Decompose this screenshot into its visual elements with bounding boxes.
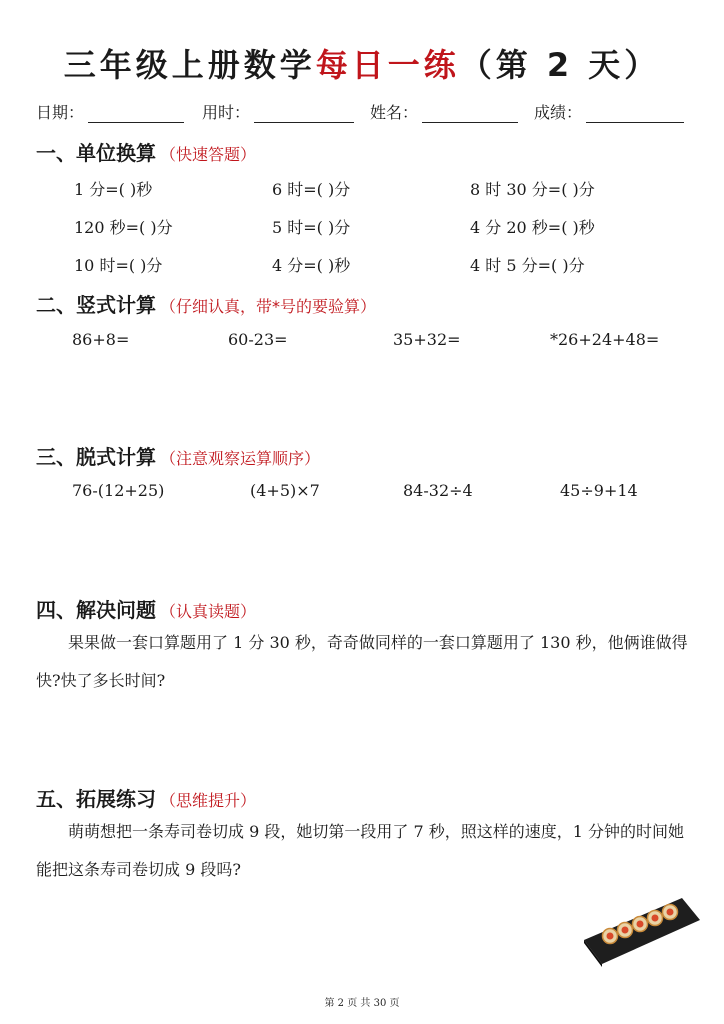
section5-hint: （思维提升）	[160, 791, 257, 810]
conversion-item: 10 时=( )分	[74, 256, 163, 275]
name-field[interactable]	[370, 100, 518, 123]
section3-hint: （注意观察运算顺序）	[160, 449, 321, 468]
name-line	[422, 104, 518, 123]
vertical-calc-item: 60-23=	[228, 330, 288, 349]
problem-text: 果果做一套口算题用了 1 分 30 秒，奇奇做同样的一套口算题用了 130 秒，他俩谁做得快?快了多长时间?	[36, 633, 688, 690]
conversion-item: 6 时=( )分	[272, 180, 351, 199]
section3-title: 三、脱式计算	[36, 445, 156, 469]
score-label: 成绩：	[534, 103, 583, 122]
conversion-item: 4 分 20 秒=( )秒	[470, 218, 595, 237]
title-highlight: 每日一练	[315, 46, 460, 84]
vertical-calc-item: 86+8=	[72, 330, 130, 349]
section5-heading	[36, 783, 256, 812]
conversion-item: 120 秒=( )分	[74, 218, 173, 237]
vertical-calc-item: 35+32=	[393, 330, 461, 349]
stepwise-calc-item: 76-(12+25)	[72, 481, 165, 500]
name-label: 姓名：	[370, 103, 419, 122]
title-day: （第 2 天）	[459, 46, 661, 84]
info-row	[36, 100, 696, 126]
sushi-illustration	[582, 890, 702, 970]
stepwise-calc-item: 84-32÷4	[403, 481, 473, 500]
vertical-calc-item: *26+24+48=	[550, 330, 660, 349]
section5-title: 五、拓展练习	[36, 787, 156, 811]
conversion-item: 8 时 30 分=( )分	[470, 180, 595, 199]
section2-heading	[36, 289, 376, 318]
conversion-item: 5 时=( )分	[272, 218, 351, 237]
section2-title: 二、竖式计算	[36, 293, 156, 317]
score-line	[586, 104, 684, 123]
section4-title: 四、解决问题	[36, 598, 156, 622]
extension-text: 萌萌想把一条寿司卷切成 9 段，她切第一段用了 7 秒，照这样的速度，1 分钟的时间她能把这条寿司卷切成 9 段吗?	[36, 822, 684, 879]
conversion-item: 4 时 5 分=( )分	[470, 256, 585, 275]
section4-heading	[36, 594, 256, 623]
date-field[interactable]	[36, 100, 184, 123]
section4-hint: （认真读题）	[160, 602, 257, 621]
section1-heading	[36, 137, 256, 166]
conversion-item: 4 分=( )秒	[272, 256, 351, 275]
section1-hint: （快速答题）	[160, 145, 257, 164]
section1-title: 一、单位换算	[36, 141, 156, 165]
date-label: 日期：	[36, 103, 85, 122]
conversion-item: 1 分=( )秒	[74, 180, 153, 199]
score-field[interactable]	[534, 100, 684, 123]
section2-hint: （仔细认真，带*号的要验算）	[160, 297, 377, 316]
stepwise-calc-item: (4+5)×7	[250, 481, 320, 500]
title-main: 三年级上册数学	[63, 46, 316, 84]
section3-heading	[36, 441, 320, 470]
time-field[interactable]	[202, 100, 354, 123]
date-line	[88, 104, 184, 123]
time-line	[254, 104, 354, 123]
time-label: 用时：	[202, 103, 251, 122]
stepwise-calc-item: 45÷9+14	[560, 481, 638, 500]
page-title	[0, 40, 724, 86]
page-footer: 第 2 页 共 30 页	[324, 998, 400, 1009]
